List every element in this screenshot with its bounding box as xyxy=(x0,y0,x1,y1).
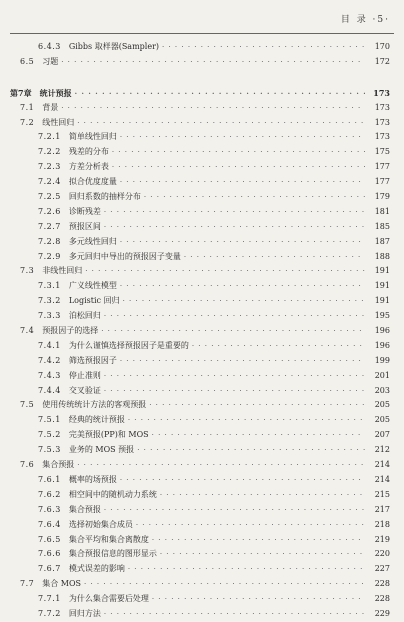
toc-entry-page: 173 xyxy=(374,132,390,142)
dot-leader xyxy=(160,547,365,562)
dot-leader xyxy=(123,294,365,309)
toc-entry-number: 6.5 xyxy=(20,56,35,66)
running-header: 目 录 ·5· xyxy=(340,15,390,25)
toc-entry[interactable] xyxy=(0,488,404,503)
toc-entry-number: 7.3.3 xyxy=(38,311,61,321)
dot-leader xyxy=(84,577,365,592)
toc-entry[interactable] xyxy=(0,443,404,458)
toc-entry-title: 线性回归 xyxy=(42,117,75,127)
toc-entry-page: 188 xyxy=(374,251,390,261)
toc-entry[interactable] xyxy=(0,428,404,443)
dot-leader xyxy=(144,190,365,205)
toc-entry-title: 拟合优度度量 xyxy=(68,177,117,187)
toc-entry-number: 7.6.6 xyxy=(38,549,61,559)
dot-leader xyxy=(101,324,365,339)
dot-leader xyxy=(112,160,365,175)
toc-entry-page: 196 xyxy=(374,340,390,350)
toc-entry-number: 7.4.3 xyxy=(38,370,61,380)
toc-entry-title: 方差分析表 xyxy=(68,162,109,172)
toc-entry-title: 业务的 MOS 预报 xyxy=(68,445,135,455)
toc-entry[interactable] xyxy=(0,55,404,70)
toc-entry-number: 7.4.2 xyxy=(38,355,61,365)
toc-entry[interactable] xyxy=(0,547,404,562)
dot-leader xyxy=(104,309,365,324)
toc-entry-number: 7.4.1 xyxy=(38,340,61,350)
dot-leader xyxy=(104,384,365,399)
toc-entry-number: 7.4 xyxy=(20,326,35,336)
toc-entry[interactable] xyxy=(0,101,404,116)
toc-entry[interactable] xyxy=(0,577,404,592)
toc-entry[interactable] xyxy=(0,86,404,101)
toc-entry[interactable] xyxy=(0,190,404,205)
toc-entry[interactable] xyxy=(0,398,404,413)
toc-entry-number: 7.5.1 xyxy=(38,415,61,425)
toc-entry-title: 交叉验证 xyxy=(68,385,101,395)
toc-entry-number: 7.2.7 xyxy=(38,221,61,231)
toc-entry-number: 第7章 xyxy=(10,87,32,98)
toc-entry-number: 7.5 xyxy=(20,400,35,410)
toc-entry-title: 习题 xyxy=(42,56,59,66)
dot-leader xyxy=(162,40,365,55)
toc-entry-title: 模式误差的影响 xyxy=(68,564,125,574)
toc-entry-page: 191 xyxy=(374,281,390,291)
toc-entry-number: 7.3.1 xyxy=(38,281,61,291)
toc-entry-title: 相空间中的随机动力系统 xyxy=(68,489,157,499)
toc-entry-number: 7.4.4 xyxy=(38,385,61,395)
dot-leader xyxy=(120,130,365,145)
dot-leader xyxy=(61,55,365,70)
dot-leader xyxy=(136,518,365,533)
toc-entry-number: 7.2.8 xyxy=(38,236,61,246)
toc-entry-page: 172 xyxy=(374,56,390,66)
toc-entry[interactable] xyxy=(0,130,404,145)
toc-entry-number: 7.6.5 xyxy=(38,534,61,544)
toc-entry-page: 214 xyxy=(374,460,390,470)
toc-entry[interactable] xyxy=(0,145,404,160)
toc-entry-title: 集合平均和集合离散度 xyxy=(68,534,149,544)
toc-entry-page: 201 xyxy=(374,370,390,380)
toc-entry-title: 停止准则 xyxy=(68,370,101,380)
toc-entry-number: 7.2.2 xyxy=(38,147,61,157)
toc-entry-page: 228 xyxy=(374,579,390,589)
toc-entry-page: 173 xyxy=(374,102,390,112)
toc-entry-title: 回归系数的抽样分布 xyxy=(68,192,141,202)
toc-entry-page: 205 xyxy=(374,400,390,410)
toc-entry-page: 219 xyxy=(374,534,390,544)
toc-entry-title: 背景 xyxy=(42,102,59,112)
dot-leader xyxy=(184,250,365,265)
toc-entry-title: 集合预报 xyxy=(42,460,75,470)
dot-leader xyxy=(192,339,365,354)
toc-entry[interactable] xyxy=(0,40,404,55)
toc-entry-title: 残差的分布 xyxy=(68,147,109,157)
dot-leader xyxy=(120,175,365,190)
toc-entry-number: 7.3 xyxy=(20,266,35,276)
toc-entry-page: 207 xyxy=(374,430,390,440)
toc-entry-title: Gibbs 取样器(Sampler) xyxy=(68,42,160,51)
toc-entry[interactable] xyxy=(0,309,404,324)
toc-entry-title: 完美预报(PP)和 MOS xyxy=(68,430,149,440)
toc-entry-number: 7.1 xyxy=(20,102,35,112)
toc-entry[interactable] xyxy=(0,235,404,250)
toc-entry-title: Logistic 回归 xyxy=(68,296,120,306)
dot-leader xyxy=(85,264,365,279)
toc-entry-title: 多元线性回归 xyxy=(68,236,117,246)
toc-entry-number: 7.6 xyxy=(20,460,35,470)
toc-entry-page: 185 xyxy=(374,221,390,231)
toc-entry-page: 191 xyxy=(374,296,390,306)
toc-entry-number: 7.5.2 xyxy=(38,430,61,440)
toc-entry-page: 173 xyxy=(373,87,390,98)
toc-entry-page: 177 xyxy=(374,177,390,187)
toc-entry-title: 筛选预报因子 xyxy=(68,355,117,365)
toc-entry-page: 217 xyxy=(374,504,390,514)
dot-leader xyxy=(152,533,365,548)
toc-entry-number: 7.3.2 xyxy=(38,296,61,306)
dot-leader xyxy=(77,458,365,473)
table-of-contents xyxy=(0,40,404,622)
toc-entry-title: 广义线性模型 xyxy=(68,281,117,291)
dot-leader xyxy=(104,607,365,622)
toc-entry-number: 7.2.9 xyxy=(38,251,61,261)
toc-entry-page: 179 xyxy=(374,192,390,202)
dot-leader xyxy=(104,369,365,384)
toc-entry-title: 为什么谨慎选择预报因子是重要的 xyxy=(68,340,189,350)
toc-entry-page: 229 xyxy=(374,608,390,618)
toc-entry-page: 220 xyxy=(374,549,390,559)
toc-entry-page: 175 xyxy=(374,147,390,157)
toc-entry[interactable] xyxy=(0,175,404,190)
toc-entry-title: 预报区间 xyxy=(68,221,101,231)
toc-entry-page: 214 xyxy=(374,474,390,484)
toc-entry-number: 6.4.3 xyxy=(38,42,61,51)
dot-leader xyxy=(152,428,365,443)
dot-leader xyxy=(120,279,365,294)
toc-entry-number: 7.6.2 xyxy=(38,489,61,499)
toc-entry-page: 181 xyxy=(374,206,390,216)
toc-entry-page: 218 xyxy=(374,519,390,529)
toc-entry[interactable] xyxy=(0,458,404,473)
toc-entry[interactable] xyxy=(0,264,404,279)
toc-entry-title: 泊松回归 xyxy=(68,311,101,321)
toc-entry-title: 多元回归中导出的预报因子变量 xyxy=(68,251,181,261)
toc-entry-page: 177 xyxy=(374,162,390,172)
toc-entry[interactable] xyxy=(0,220,404,235)
toc-entry-number: 7.6.4 xyxy=(38,519,61,529)
toc-entry-page: 170 xyxy=(374,42,390,51)
toc-entry-number: 7.2 xyxy=(20,117,35,127)
toc-entry[interactable] xyxy=(0,324,404,339)
toc-entry-number: 7.2.3 xyxy=(38,162,61,172)
dot-leader xyxy=(120,354,365,369)
dot-leader xyxy=(104,220,365,235)
toc-entry-title: 诊断残差 xyxy=(68,206,101,216)
toc-entry-number: 7.7.2 xyxy=(38,608,61,618)
toc-entry-number: 7.5.3 xyxy=(38,445,61,455)
toc-entry-page: 203 xyxy=(374,385,390,395)
toc-entry[interactable] xyxy=(0,205,404,220)
toc-entry-title: 集合 MOS xyxy=(42,579,82,589)
toc-entry-page: 228 xyxy=(374,594,390,604)
toc-entry-title: 非线性回归 xyxy=(42,266,83,276)
header-divider xyxy=(10,33,394,34)
toc-entry-number: 7.6.7 xyxy=(38,564,61,574)
toc-entry[interactable] xyxy=(0,369,404,384)
toc-entry-title: 使用传统统计方法的客观预报 xyxy=(42,400,147,410)
toc-entry-page: 227 xyxy=(374,564,390,574)
toc-entry-title: 简单线性回归 xyxy=(68,132,117,142)
dot-leader xyxy=(137,443,365,458)
toc-entry-title: 选择初始集合成员 xyxy=(68,519,133,529)
dot-leader xyxy=(112,145,365,160)
toc-entry[interactable] xyxy=(0,354,404,369)
toc-entry-page: 199 xyxy=(374,355,390,365)
dot-leader xyxy=(160,488,365,503)
toc-entry-page: 196 xyxy=(374,326,390,336)
toc-entry[interactable] xyxy=(0,116,404,131)
dot-leader xyxy=(128,562,365,577)
toc-entry-page: 215 xyxy=(374,489,390,499)
toc-entry-page: 195 xyxy=(374,311,390,321)
toc-entry[interactable] xyxy=(0,533,404,548)
toc-entry-page: 212 xyxy=(374,445,390,455)
toc-entry-number: 7.6.3 xyxy=(38,504,61,514)
toc-entry[interactable] xyxy=(0,473,404,488)
toc-entry[interactable] xyxy=(0,160,404,175)
toc-entry-number: 7.2.1 xyxy=(38,132,61,142)
toc-entry-title: 预报因子的选择 xyxy=(42,326,99,336)
dot-leader xyxy=(104,205,365,220)
toc-entry[interactable] xyxy=(0,250,404,265)
dot-leader xyxy=(104,503,365,518)
dot-leader xyxy=(149,398,365,413)
toc-entry-title: 统计预报 xyxy=(39,87,72,98)
toc-entry-number: 7.2.4 xyxy=(38,177,61,187)
toc-entry[interactable] xyxy=(0,503,404,518)
toc-entry-number: 7.6.1 xyxy=(38,474,61,484)
dot-leader xyxy=(77,116,365,131)
toc-entry[interactable] xyxy=(0,518,404,533)
toc-entry[interactable] xyxy=(0,413,404,428)
toc-entry[interactable] xyxy=(0,384,404,399)
dot-leader xyxy=(120,235,365,250)
toc-entry-page: 187 xyxy=(374,236,390,246)
toc-entry-page: 173 xyxy=(374,117,390,127)
dot-leader xyxy=(61,101,365,116)
toc-entry[interactable] xyxy=(0,339,404,354)
toc-entry-title: 经典的统计预报 xyxy=(68,415,125,425)
toc-entry-number: 7.7.1 xyxy=(38,594,61,604)
toc-entry-number: 7.2.6 xyxy=(38,206,61,216)
toc-entry-number: 7.7 xyxy=(20,579,35,589)
toc-entry[interactable] xyxy=(0,562,404,577)
toc-entry-title: 集合预报 xyxy=(68,504,101,514)
dot-leader xyxy=(120,473,365,488)
toc-entry-number: 7.2.5 xyxy=(38,192,61,202)
toc-entry-page: 205 xyxy=(374,415,390,425)
dot-leader xyxy=(75,87,365,102)
toc-entry-title: 集合预报信息的图形显示 xyxy=(68,549,157,559)
dot-leader xyxy=(128,413,365,428)
toc-entry[interactable] xyxy=(0,279,404,294)
toc-entry-page: 191 xyxy=(374,266,390,276)
toc-entry[interactable] xyxy=(0,294,404,309)
toc-entry-title: 为什么集合需要后处理 xyxy=(68,594,149,604)
toc-entry[interactable] xyxy=(0,607,404,622)
toc-entry-title: 概率的场预报 xyxy=(68,474,117,484)
toc-entry-title: 回归方法 xyxy=(68,608,101,618)
